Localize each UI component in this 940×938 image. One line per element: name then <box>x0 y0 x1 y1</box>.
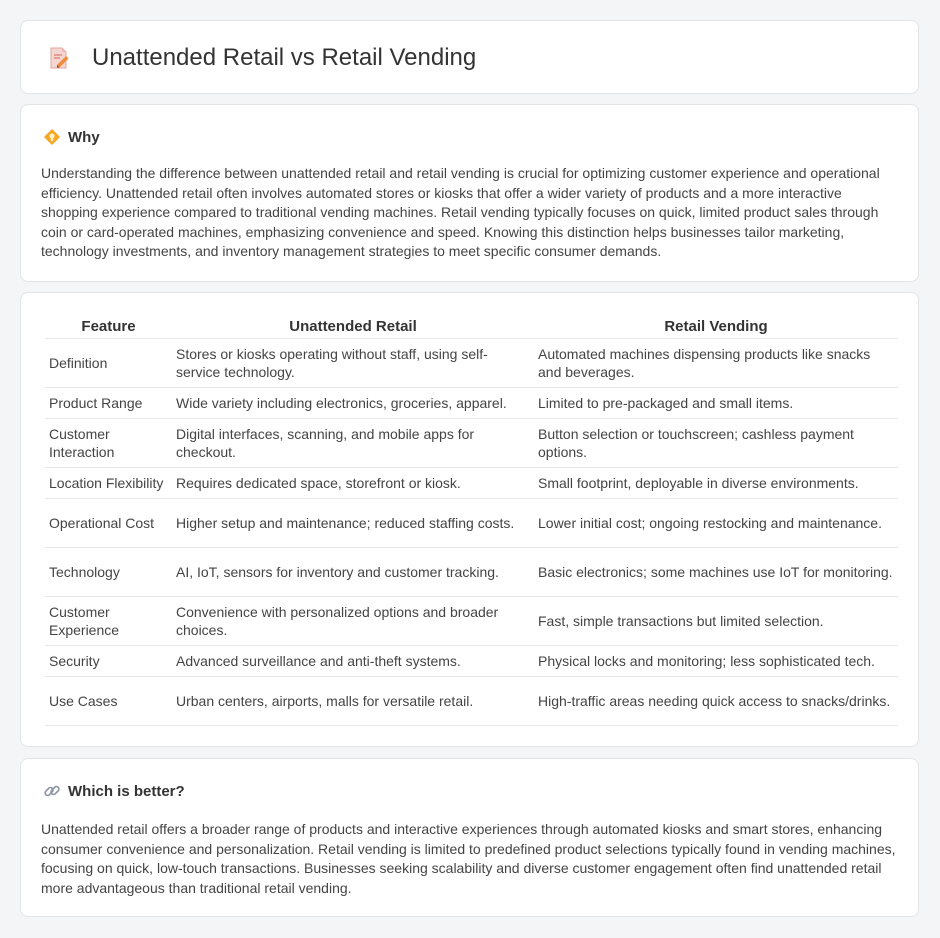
table-row <box>45 418 898 467</box>
vending-cell: High-traffic areas needing quick access to snacks/drinks. <box>534 676 898 725</box>
unattended-cell: Advanced surveillance and anti-theft systems. <box>172 645 534 676</box>
table-header-row <box>45 316 898 338</box>
feature-cell: Customer Experience <box>45 596 172 645</box>
feature-cell: Definition <box>45 338 172 387</box>
vending-cell: Limited to pre-packaged and small items. <box>534 387 898 418</box>
table-row <box>45 596 898 645</box>
unattended-cell: Urban centers, airports, malls for versatile retail. <box>172 676 534 725</box>
better-heading <box>43 781 185 801</box>
feature-cell: Security <box>45 645 172 676</box>
vending-cell: Physical locks and monitoring; less sophisticated tech. <box>534 645 898 676</box>
feature-cell: Technology <box>45 547 172 596</box>
vending-cell: Lower initial cost; ongoing restocking and maintenance. <box>534 498 898 547</box>
page-title: Unattended Retail vs Retail Vending <box>92 44 477 71</box>
table-row <box>45 547 898 596</box>
comparison-section <box>20 292 919 747</box>
better-text: Unattended retail offers a broader range of products and interactive experiences through automated kiosks and smart stores, enhancing consumer convenience and personalization. Retail vending is limited to predefined product selections typically found in vending machines, focusing on quick, low-touch transactions. Businesses seeking scalability and diverse customer engagement often find unattended retail more advantageous than traditional retail vending. <box>41 821 896 896</box>
better-title: Which is better? <box>68 782 185 800</box>
header-retail-vending: Retail Vending <box>534 316 898 338</box>
title-card <box>20 20 919 94</box>
unattended-cell: Higher setup and maintenance; reduced staffing costs. <box>172 498 534 547</box>
feature-cell: Location Flexibility <box>45 467 172 498</box>
unattended-cell: Stores or kiosks operating without staff, using self-service technology. <box>172 338 534 387</box>
vending-cell: Fast, simple transactions but limited selection. <box>534 596 898 645</box>
table-row <box>45 645 898 676</box>
unattended-cell: Convenience with personalized options and broader choices. <box>172 596 534 645</box>
table-row <box>45 467 898 498</box>
header-feature: Feature <box>45 316 172 338</box>
feature-cell: Customer Interaction <box>45 418 172 467</box>
document-pencil-icon <box>47 46 71 70</box>
unattended-cell: AI, IoT, sensors for inventory and customer tracking. <box>172 547 534 596</box>
header-unattended-retail: Unattended Retail <box>172 316 534 338</box>
vending-cell: Automated machines dispensing products like snacks and beverages. <box>534 338 898 387</box>
vending-cell: Basic electronics; some machines use IoT for monitoring. <box>534 547 898 596</box>
feature-cell: Product Range <box>45 387 172 418</box>
unattended-cell: Wide variety including electronics, groceries, apparel. <box>172 387 534 418</box>
vending-cell: Small footprint, deployable in diverse environments. <box>534 467 898 498</box>
why-text: Understanding the difference between unattended retail and retail vending is crucial for optimizing customer experience and operational efficiency. Unattended retail often involves automated stores or kiosks that offer a wider variety of products and a more interactive shopping experience compared to traditional vending machines. Retail vending typically focuses on quick, limited product sales through coin or card-operated machines, emphasizing convenience and speed. Knowing this distinction helps businesses tailor marketing, technology investments, and inventory management strategies to meet specific consumer demands. <box>41 165 880 259</box>
table-row <box>45 498 898 547</box>
feature-cell: Operational Cost <box>45 498 172 547</box>
table-row <box>45 338 898 387</box>
unattended-cell: Requires dedicated space, storefront or kiosk. <box>172 467 534 498</box>
why-title: Why <box>68 128 100 146</box>
why-heading <box>43 127 100 147</box>
table-row <box>45 676 898 725</box>
lightbulb-diamond-icon <box>43 128 61 146</box>
vending-cell: Button selection or touchscreen; cashless payment options. <box>534 418 898 467</box>
unattended-cell: Digital interfaces, scanning, and mobile apps for checkout. <box>172 418 534 467</box>
link-icon <box>43 782 61 800</box>
comparison-table <box>45 316 898 726</box>
why-section <box>20 104 919 282</box>
which-is-better-section <box>20 758 919 917</box>
table-row <box>45 387 898 418</box>
feature-cell: Use Cases <box>45 676 172 725</box>
